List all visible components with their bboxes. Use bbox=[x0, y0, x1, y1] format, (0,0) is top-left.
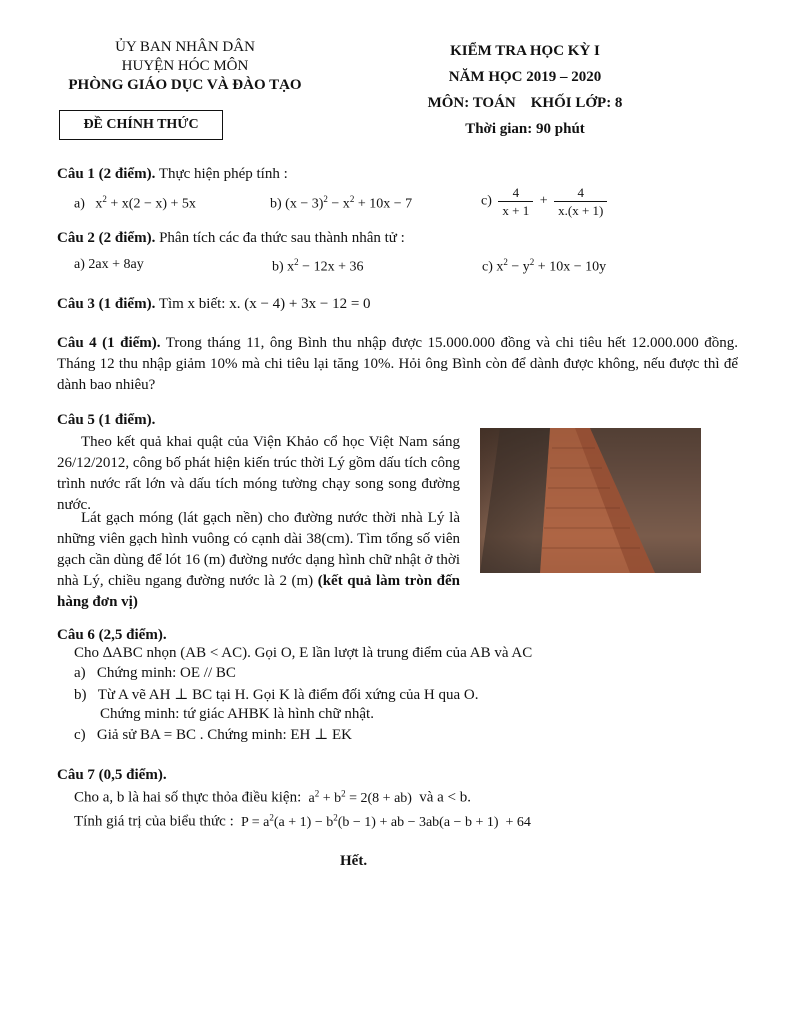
q6-b: b) Từ A vẽ AH ⊥ BC tại H. Gọi K là điểm đối xứng của H qua O. bbox=[74, 687, 479, 703]
q4: Câu 4 (1 điểm). Trong tháng 11, ông Bình thu nhập được 15.000.000 đồng và chi tiêu hết 12.000.000 đồng. Tháng 12 thu nhập giảm 10% mà chi tiêu lại tăng 10%. Hỏi ông Bình còn để dành được không, nếu được thì để dành bao nhiêu? bbox=[57, 335, 738, 393]
q7-condition: Cho a, b là hai số thực thỏa điều kiện: $a^2 + b^2 = 2(8 + ab)$ và a < b. bbox=[74, 788, 471, 806]
q7-heading: Câu 7 (0,5 điểm). bbox=[57, 767, 167, 783]
time-allowed: Thời gian: 90 phút bbox=[465, 121, 585, 137]
excavation-photo bbox=[480, 428, 701, 573]
q2-c: c) $x^2 - y^2 + 10x - 10y$ bbox=[482, 257, 607, 275]
exam-title: KIỂM TRA HỌC KỲ I bbox=[450, 43, 600, 59]
q3: Câu 3 (1 điểm). Tìm x biết: x. (x − 4) + 3x − 12 = 0 bbox=[57, 296, 371, 312]
authority-line-1: ỦY BAN NHÂN DÂN bbox=[115, 39, 255, 55]
q6-b-prove: Chứng minh: tứ giác AHBK là hình chữ nhật. bbox=[100, 706, 374, 722]
q2-a: a) 2ax + 8ay bbox=[74, 257, 144, 272]
q5-paragraph-1: Theo kết quả khai quật của Viện Khảo cổ học Việt Nam sáng 26/12/2012, công bố phát hiện kiến trúc thời Lý gồm dấu tích công trình nước rất lớn và dấu tích móng tường chạy song song đường nước. bbox=[57, 434, 460, 513]
q6-intro: Cho ∆ABC nhọn (AB < AC). Gọi O, E lần lượt là trung điểm của AB và AC bbox=[74, 645, 533, 661]
q1-heading: Câu 1 (2 điểm). Thực hiện phép tính : bbox=[57, 166, 288, 182]
q6-a: a) Chứng minh: OE // BC bbox=[74, 665, 236, 681]
q1-b: b) $(x - 3)^2 - x^2 + 10x - 7$ bbox=[270, 194, 413, 212]
q6-c: c) Giả sử BA = BC . Chứng minh: EH ⊥ EK bbox=[74, 727, 352, 743]
authority-line-2: HUYỆN HÓC MÔN bbox=[121, 58, 249, 74]
q5-rounding-note: (kết quả làm tròn đến hàng đơn vị) bbox=[57, 573, 460, 610]
subject-grade bbox=[400, 90, 650, 116]
q7-expression: Tính giá trị của biểu thức : $P = a^2(a + 1) - b^2(b - 1)$ + ab − 3ab(a − b + 1) + 64 bbox=[74, 812, 531, 830]
excavation-illustration bbox=[480, 428, 701, 573]
subject: MÔN: TOÁN bbox=[427, 95, 516, 111]
official-exam-box: ĐỀ CHÍNH THỨC bbox=[59, 110, 223, 140]
q2-b: b) $x^2 - 12x + 36$ bbox=[272, 257, 364, 275]
grade: KHỐI LỚP: 8 bbox=[530, 95, 623, 111]
q5-heading: Câu 5 (1 điểm). bbox=[57, 412, 156, 428]
department-name: PHÒNG GIÁO DỤC VÀ ĐÀO TẠO bbox=[68, 77, 302, 93]
q1-c-fraction-1: $\frac{4}{x + 1}$ bbox=[498, 184, 533, 219]
q2-heading: Câu 2 (2 điểm). Phân tích các đa thức sau thành nhân tử : bbox=[57, 230, 405, 246]
school-year: NĂM HỌC 2019 – 2020 bbox=[448, 69, 602, 85]
end-marker: Hết. bbox=[340, 853, 368, 869]
q1-a: a) $x^2 + x(2 - x) + 5x$ bbox=[74, 194, 196, 212]
q5-paragraph-2: Lát gạch móng (lát gạch nền) cho đường nước thời nhà Lý là những viên gạch hình vuông có cạnh dài 38(cm). Tìm tổng số viên gạch cần dùng để lót 16 (m) đường nước dạng hình chữ nhật ở thời nhà Lý, chiều ngang đường nước là 2 (m) (kết quả làm tròn đến hàng đơn vị) bbox=[57, 510, 460, 610]
q1-c-fraction-2: $\frac{4}{x.(x + 1)}$ bbox=[554, 184, 607, 219]
q6-heading: Câu 6 (2,5 điểm). bbox=[57, 627, 167, 643]
q1-c: c) $\frac{4}{x + 1}$ + $\frac{4}{x.(x + 1)}$ bbox=[481, 184, 610, 219]
